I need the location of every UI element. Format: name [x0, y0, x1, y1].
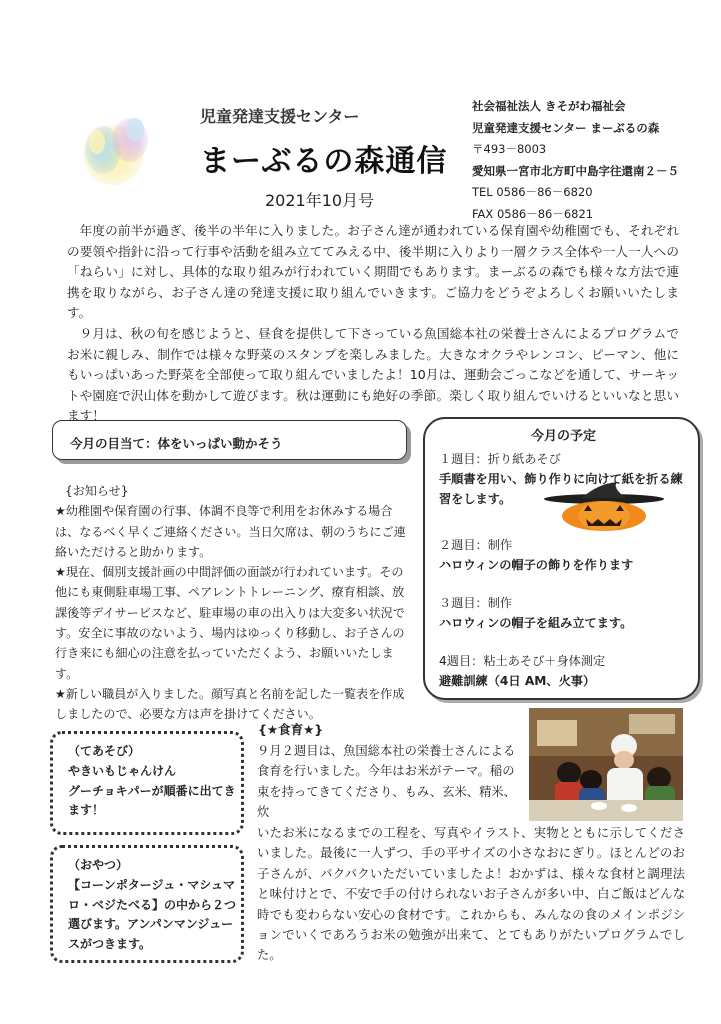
- halloween-pumpkin-hat-icon: [542, 482, 667, 532]
- org-postal: 〒493－8003: [472, 142, 547, 156]
- snack-box: [50, 845, 244, 963]
- snack-heading: （おやつ）: [68, 858, 129, 872]
- org-tel: TEL 0586－86－6820: [472, 185, 593, 199]
- schedule-box: [423, 417, 700, 700]
- intro-paragraph-2: ９月は、秋の旬を感じようと、昼食を提供して下さっている魚国総本社の栄養士さんによるプログラムでお米に親しみ、制作では様々な野菜のスタンプを楽しみました。大きなオクラやレンコン、ピーマン、他にもいっぱいあった野菜を全部使って取り組んでいましたよ！10月は、運動会ごっこなどを通して、サーキットや園庭で沢山体を動かして遊びます。秋は運動にも絶好の季節。楽しく取り組んでいけるといいなと思います！: [67, 325, 679, 424]
- schedule-title: 今月の予定: [530, 429, 596, 444]
- week-4-desc: 避難訓練（4日 AM、火事）: [439, 674, 596, 688]
- notice-heading: {お知らせ}: [65, 484, 129, 498]
- snack-options: 【コーンポタージュ・マシュマロ・ベジたべる】: [68, 877, 236, 912]
- marble-logo-icon: [75, 100, 155, 190]
- hand-play-line-1: やきいもじゃんけん: [68, 763, 177, 778]
- hand-play-heading: （てあそび）: [68, 744, 141, 758]
- food-education-photo: [529, 708, 683, 821]
- org-center: 児童発達支援センター まーぶるの森: [472, 120, 660, 135]
- week-2-title: ２週目：制作: [439, 538, 513, 552]
- food-education-text-1: ９月２週目は、魚国総本社の栄養士さんによる食育を行いました。今年はお米がテーマ。稲の束を持ってきてくださり、もみ、玄米、精米、炊: [257, 744, 516, 820]
- org-address: 愛知県一宮市北方町中島字往還南２－５: [472, 163, 679, 178]
- food-education-heading: {★食育★}: [258, 722, 324, 737]
- notice-section: [55, 481, 407, 725]
- org-info: [472, 96, 679, 225]
- center-subtitle: 児童発達支援センター: [200, 107, 360, 126]
- schedule-week-4: [439, 651, 688, 691]
- notice-item-3: ★新しい職員が入りました。顔写真と名前を記した一覧表を作成しましたので、必要な方は声を掛けてください。: [55, 686, 405, 722]
- notice-item-1: ★幼稚園や保育園の行事、体調不良等で利用をお休みする場合は、なるべく早くご連絡ください。当日欠席は、朝のうちにご連絡いただけると助かります。: [55, 504, 406, 559]
- issue-date: 2021年10月号: [265, 191, 375, 210]
- week-2-desc: ハロウィンの帽子の飾りを作ります: [439, 558, 634, 572]
- snack-text: [68, 876, 241, 955]
- week-1-desc: 手順書を用い、飾り作りに向けて紙を折る練習をします。: [439, 472, 683, 506]
- week-4-title: 4週目：粘土あそび＋身体測定: [439, 654, 606, 668]
- schedule-week-2: [439, 535, 688, 575]
- week-3-desc: ハロウィンの帽子を組み立てます。: [439, 616, 633, 630]
- food-education-text-2: いたお米になるまでの工程を、写真やイラスト、実物とともに示してくださいました。最後に一人ずつ、手の平サイズの小さなおにぎり。ほとんどのお子さんが、パクパクいただいていましたよ！おかずは、様々な食材と調理法と味付けとで、不安で手の付けられないお子さんが多い中、白ご飯はどんな時でも変わらない安心の食材です。これからも、みんなの食のメインポジションでいくであろうお米の勉強が出来て、とてもありがたいプログラムでした。: [257, 826, 685, 963]
- monthly-goal-box: 今月の目当て：体をいっぱい動かそう: [52, 420, 407, 460]
- intro-text: [67, 221, 679, 427]
- hand-play-line-2: グーチョキパーが順番に出てきます！: [68, 783, 236, 818]
- snack-description: の中から２つ選びます。アンパンマンジュースがつきます。: [68, 897, 237, 952]
- org-corporation: 社会福祉法人 きそがわ福祉会: [472, 99, 626, 113]
- week-3-title: ３週目：制作: [439, 596, 513, 610]
- newsletter-title: まーぶるの森通信: [200, 144, 448, 179]
- intro-paragraph-1: 年度の前半が過ぎ、後半の半年に入りました。お子さん達が通われている保育園や幼稚園でも、それぞれの要領や指針に沿って行事や活動を組み立ててみえる中、後半期に入りより一層クラス全体や一人一人への「ねらい」に対し、具体的な取り組みが行われていく期間でもあります。まーぶるの森でも様々な方法で連携を取りながら、お子さん達の発達支援に取り組んでいきます。ご協力をどうぞよろしくお願いいたします。: [67, 223, 679, 321]
- notice-item-2: ★現在、個別支援計画の中間評価の面談が行われています。その他にも東側駐車場工事、ペアレントトレーニング、療育相談、放課後等デイサービスなど、駐車場の車の出入りは大変多い状況です。安全に事故のないよう、場内はゆっくり移動し、お子さんの行き来にも細心の注意を払っていただくよう、お願いいたします。: [55, 565, 405, 681]
- org-fax: FAX 0586－86－6821: [472, 206, 594, 221]
- week-1-title: １週目：折り紙あそび: [439, 452, 561, 466]
- hand-play-box: [50, 731, 244, 835]
- schedule-week-3: [439, 593, 688, 633]
